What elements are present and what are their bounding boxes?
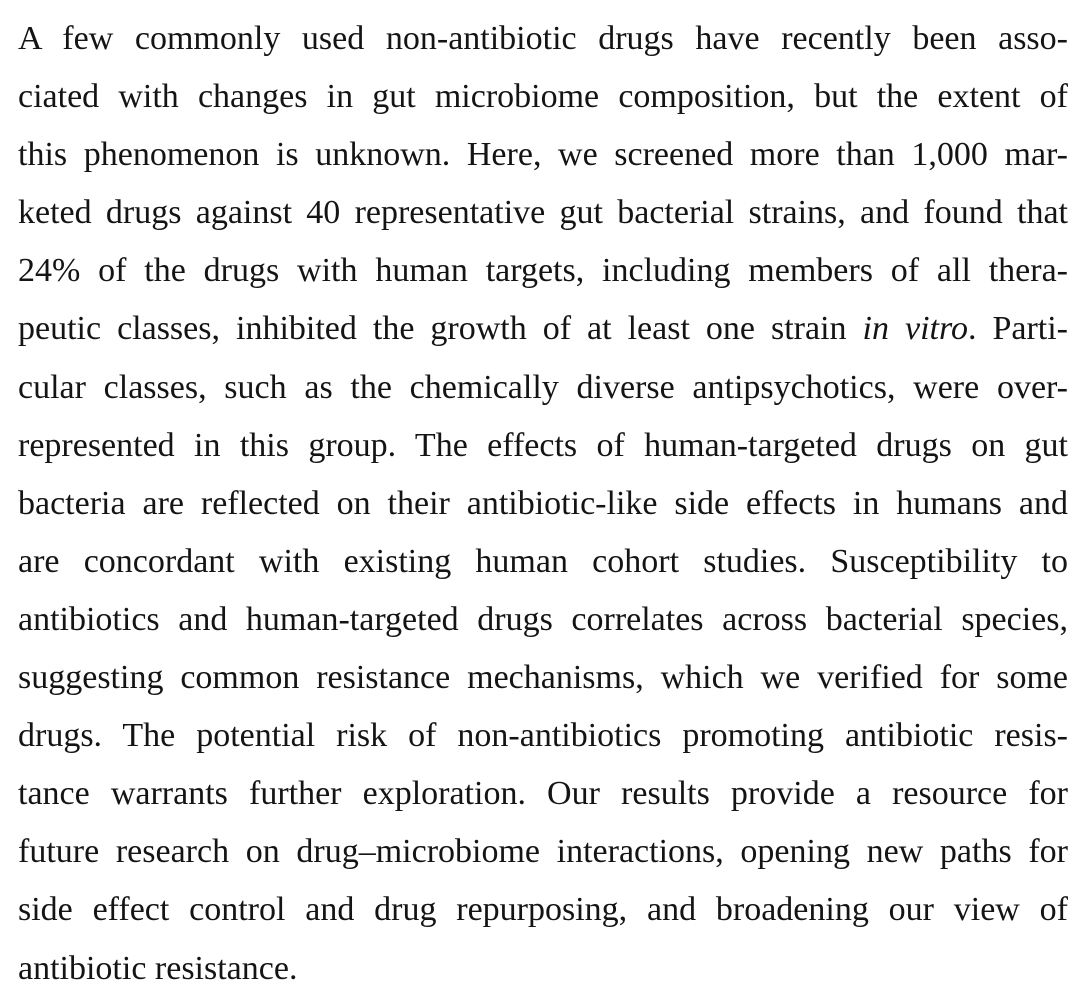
text-line: side effect control and drug repurposing, and broadening our view of (18, 891, 1068, 929)
text-line: tance warrants further exploration. Our results provide a resource for (18, 775, 1068, 813)
text-line: keted drugs against 40 representative gut bacterial strains, and found that (18, 194, 1068, 232)
text-line: represented in this group. The effects of human-targeted drugs on gut (18, 426, 1068, 464)
text-line: this phenomenon is unknown. Here, we screened more than 1,000 mar- (18, 136, 1068, 174)
text-line: antibiotics and human-targeted drugs correlates across bacterial species, (18, 600, 1068, 638)
text-line: cular classes, such as the chemically diverse antipsychotics, were over- (18, 368, 1068, 406)
text-line: are concordant with existing human cohort studies. Susceptibility to (18, 542, 1068, 580)
text-line: A few commonly used non-antibiotic drugs have recently been asso- (18, 20, 1068, 57)
text-line: antibiotic resistance. (18, 949, 298, 987)
text-line: suggesting common resistance mechanisms, which we verified for some (18, 659, 1068, 697)
text-line: ciated with changes in gut microbiome composition, but the extent of (18, 78, 1068, 116)
text-line: bacteria are reflected on their antibiotic-like side effects in humans and (18, 484, 1068, 522)
text-line: 24% of the drugs with human targets, including members of all thera- (18, 252, 1068, 290)
text-line: future research on drug–microbiome interactions, opening new paths for (18, 833, 1068, 871)
text-line: drugs. The potential risk of non-antibiotics promoting antibiotic resis- (18, 717, 1068, 755)
abstract-paragraph (18, 10, 1068, 998)
text-segment: . Parti- (967, 310, 1068, 348)
text-segment: peutic classes, inhibited the growth of at least one strain (18, 310, 863, 348)
italic-term: in vitro (862, 310, 968, 348)
text-line (18, 300, 1068, 358)
